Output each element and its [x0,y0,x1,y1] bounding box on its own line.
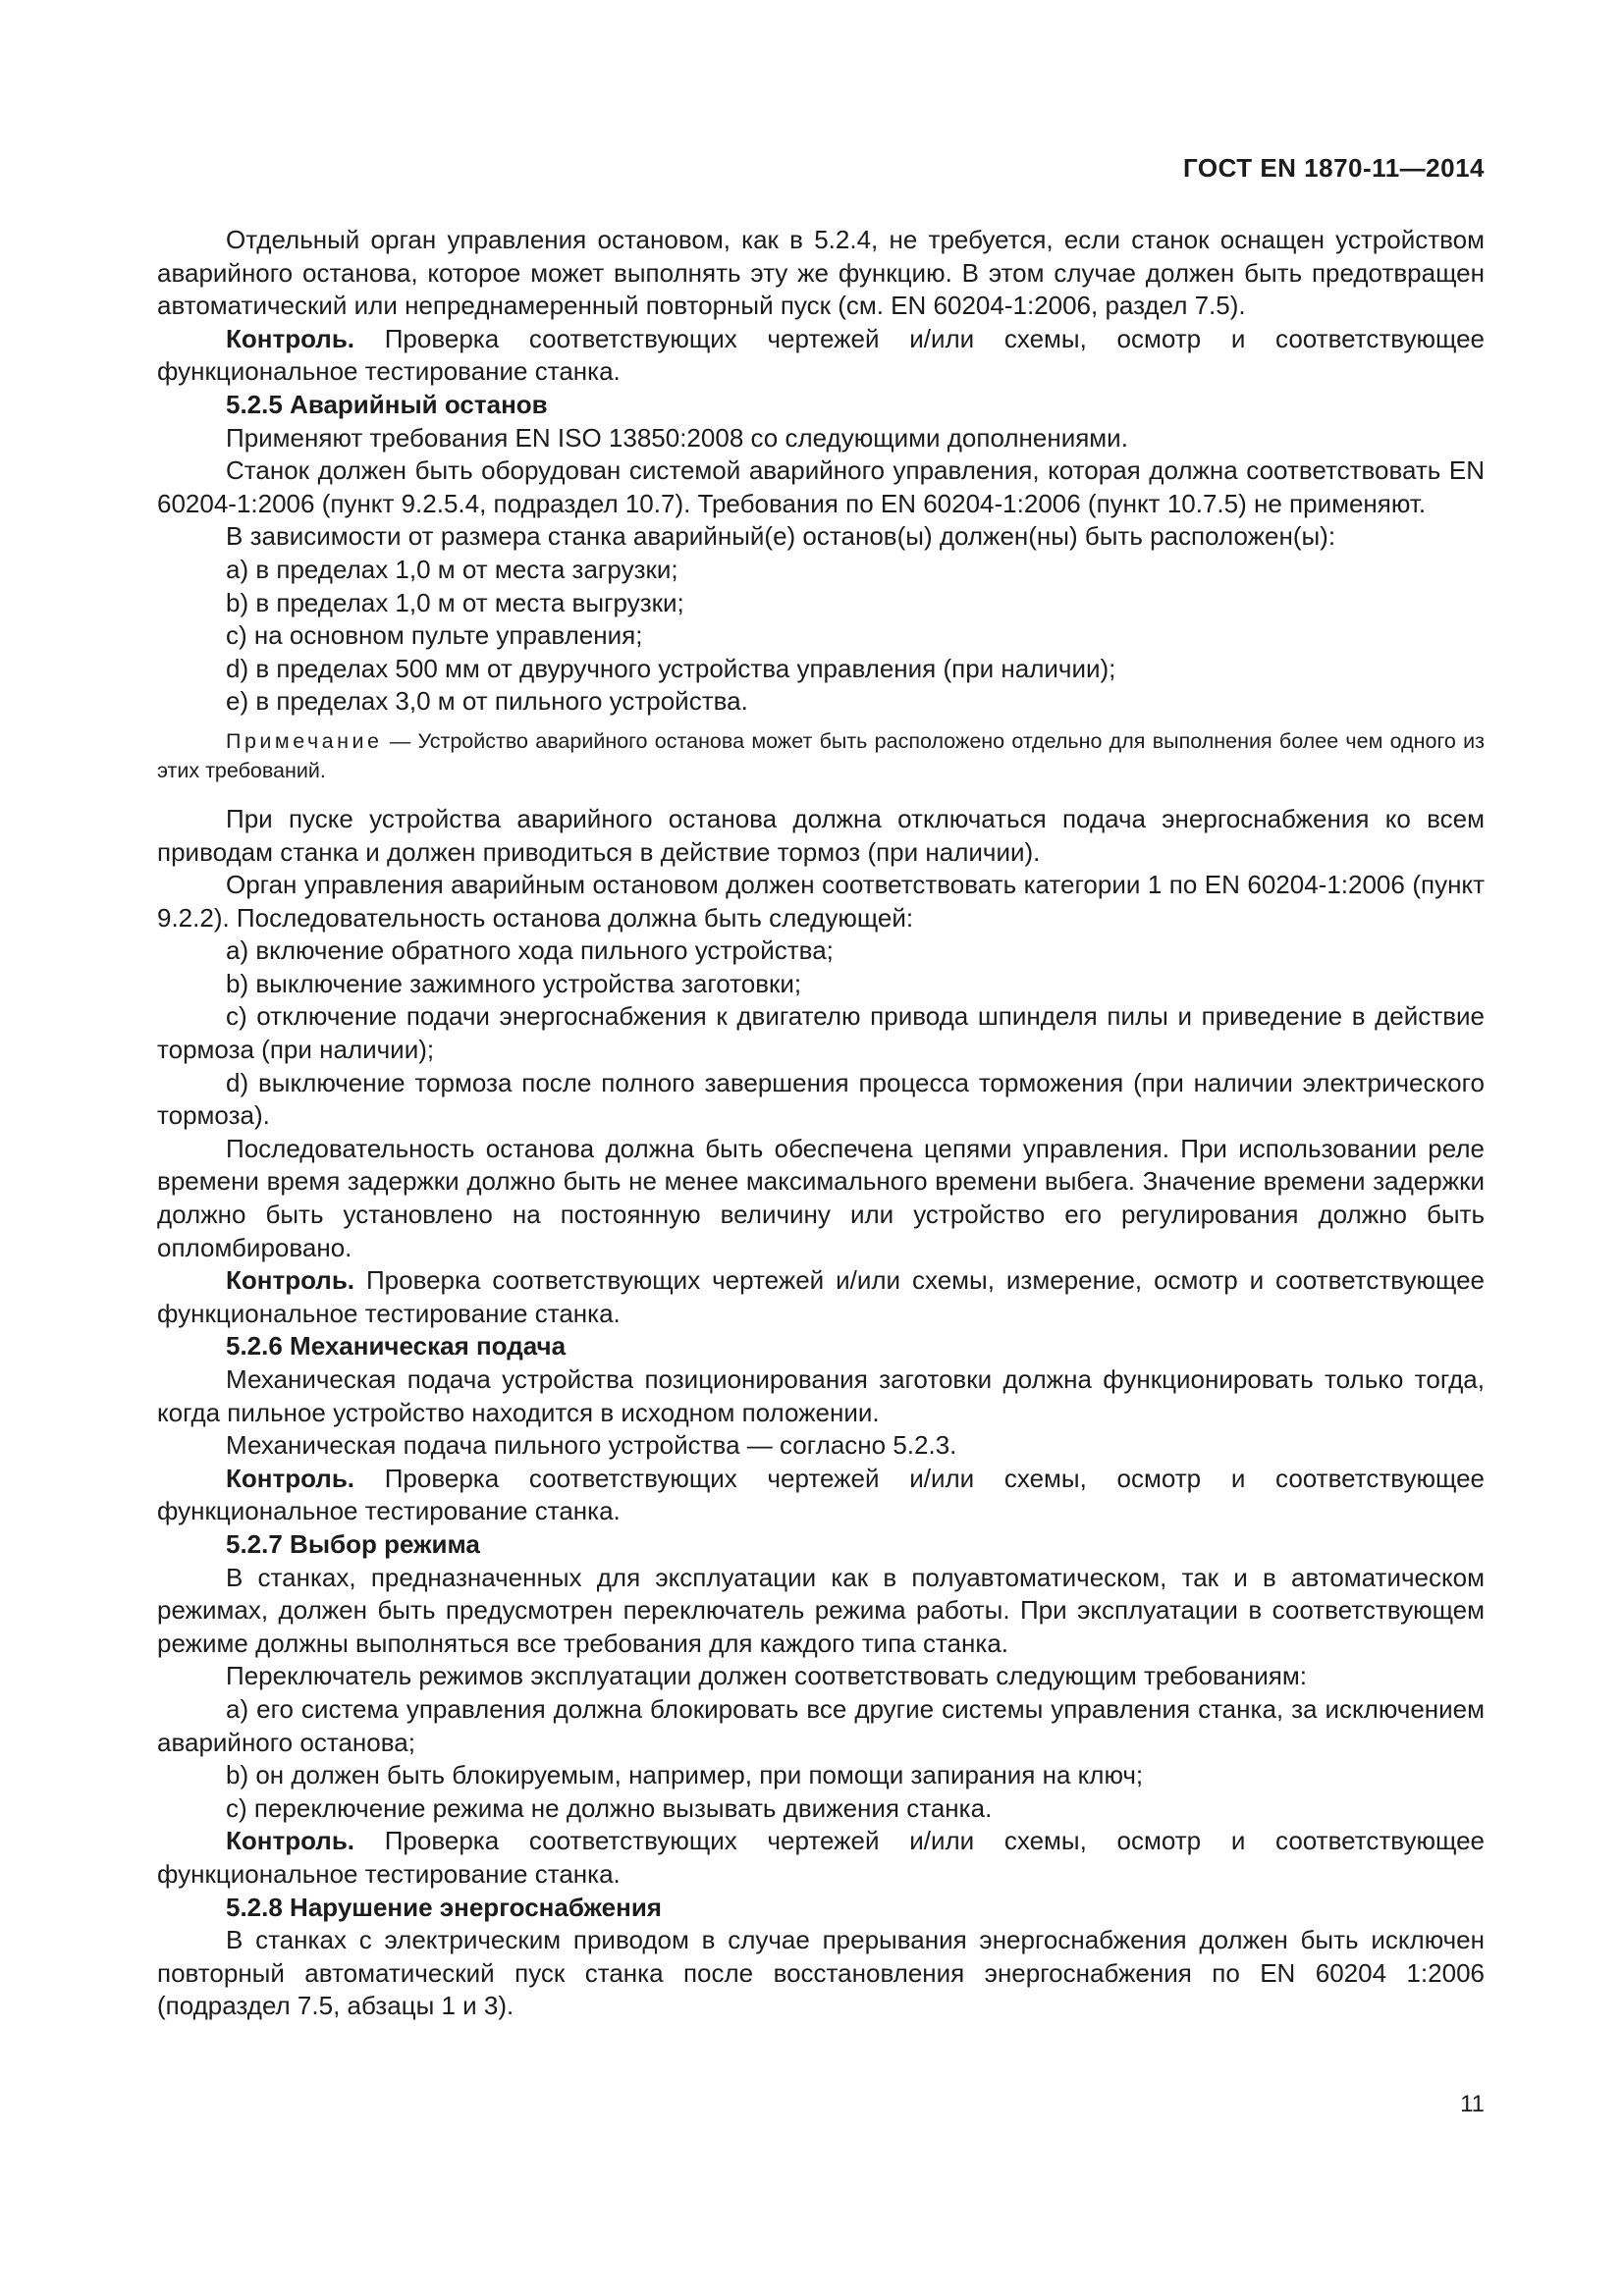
paragraph-text: Проверка соответствующих чертежей и/или схемы, осмотр и соответствующее функциональное тестирование станка. [157,1463,1485,1526]
paragraph: Орган управления аварийным остановом должен соответствовать категории 1 по EN 60204-1:2006 (пункт 9.2.2). Последовательность останова должна быть следующей: [157,870,1485,933]
paragraph: При пуске устройства аварийного останова должна отключаться подача энергоснабжения ко всем приводам станка и должен приводиться в действие тормоз (при наличии). [157,803,1485,867]
paragraph-text: Проверка соответствующих чертежей и/или схемы, измерение, осмотр и соответствующее функциональное тестирование станка. [157,1265,1485,1328]
list-item: e) в пределах 3,0 м от пильного устройства. [226,686,748,717]
list-item: a) включение обратного хода пильного устройства; [226,935,834,966]
control-label: Контроль. [226,1826,355,1856]
paragraph-text: Проверка соответствующих чертежей и/или схемы, осмотр и соответствующее функциональное тестирование станка. [157,1826,1485,1889]
control-label: Контроль. [226,1265,355,1296]
control-label: Контроль. [226,1463,355,1493]
list-item: c) отключение подачи энергоснабжения к двигателю привода шпинделя пилы и приведение в действие тормоза (при наличии); [157,1001,1485,1065]
paragraph-text: Проверка соответствующих чертежей и/или схемы, осмотр и соответствующее функциональное тестирование станка. [157,323,1485,387]
paragraph: Станок должен быть оборудован системой аварийного управления, которая должна соответствовать EN 60204-1:2006 (пункт 9.2.5.4, подраздел 10.7). Требования по EN 60204-1:2006 (пункт 10.7.5) не применяют. [157,455,1485,518]
paragraph: Применяют требования EN ISO 13850:2008 со следующими дополнениями. [226,422,1128,453]
document-body [157,224,1485,2023]
list-item: b) в пределах 1,0 м от места выгрузки; [226,587,684,617]
paragraph: Механическая подача устройства позиционирования заготовки должна функционировать только тогда, когда пильное устройство находится в исходном положении. [157,1364,1485,1427]
note-text: — Устройство аварийного останова может быть расположено отдельно для выполнения более чем одного из этих требований. [157,728,1485,782]
paragraph: Переключатель режимов эксплуатации должен соответствовать следующим требованиям: [226,1661,1307,1691]
paragraph [157,1463,1485,1528]
section-heading-5-2-6: 5.2.6 Механическая подача [226,1331,567,1362]
paragraph [157,1264,1485,1330]
paragraph: В станках, предназначенных для эксплуатации как в полуавтоматическом, так и в автоматическом режимах, должен быть предусмотрен переключатель режима работы. При эксплуатации в соответствующем режиме должны выполняться все требования для каждого типа станка. [157,1562,1485,1658]
section-heading-5-2-5: 5.2.5 Аварийный останов [226,389,548,419]
list-item: d) в пределах 500 мм от двуручного устройства управления (при наличии); [226,653,1116,683]
paragraph [157,1825,1485,1891]
list-item: a) в пределах 1,0 м от места загрузки; [226,554,678,584]
paragraph: В зависимости от размера станка аварийный(е) останов(ы) должен(ны) быть расположен(ы): [226,521,1336,552]
list-item: b) выключение зажимного устройства заготовки; [226,968,802,998]
section-heading-5-2-7: 5.2.7 Выбор режима [226,1528,480,1559]
list-item: c) на основном пульте управления; [226,620,643,651]
standard-title: ГОСТ EN 1870-11—2014 [1182,153,1485,183]
note [157,726,1485,785]
list-item: c) переключение режима не должно вызывать движения станка. [226,1792,993,1823]
note-label: Примечание [226,728,383,753]
paragraph [157,323,1485,389]
paragraph: В станках с электрическим приводом в случае прерывания энергоснабжения должен быть исключен повторный автоматический пуск станка после восстановления энергоснабжения по EN 60204 1:2006 (подраздел 7.5, абзацы 1 и 3). [157,1925,1485,2021]
control-label: Контроль. [226,323,355,353]
page-number: 11 [1460,2091,1485,2117]
section-heading-5-2-8: 5.2.8 Нарушение энергоснабжения [226,1892,662,1922]
list-item: b) он должен быть блокируемым, например, при помощи запирания на ключ; [226,1760,1144,1790]
paragraph: Механическая подача пильного устройства — согласно 5.2.3. [226,1430,957,1461]
list-item: d) выключение тормоза после полного завершения процесса торможения (при наличии электрического тормоза). [157,1067,1485,1131]
paragraph: Отдельный орган управления остановом, как в 5.2.4, не требуется, если станок оснащен устройством аварийного останова, которое может выполнять эту же функцию. В этом случае должен быть предотвращен автоматический или непреднамеренный повторный пуск (см. EN 60204-1:2006, раздел 7.5). [157,225,1485,321]
paragraph: Последовательность останова должна быть обеспечена цепями управления. При использовании реле времени время задержки должно быть не менее максимального времени выбега. Значение времени задержки должно быть установлено на постоянную величину или устройство его регулирования должно быть опломбировано. [157,1133,1485,1262]
list-item: a) его система управления должна блокировать все другие системы управления станка, за исключением аварийного останова; [157,1693,1485,1757]
